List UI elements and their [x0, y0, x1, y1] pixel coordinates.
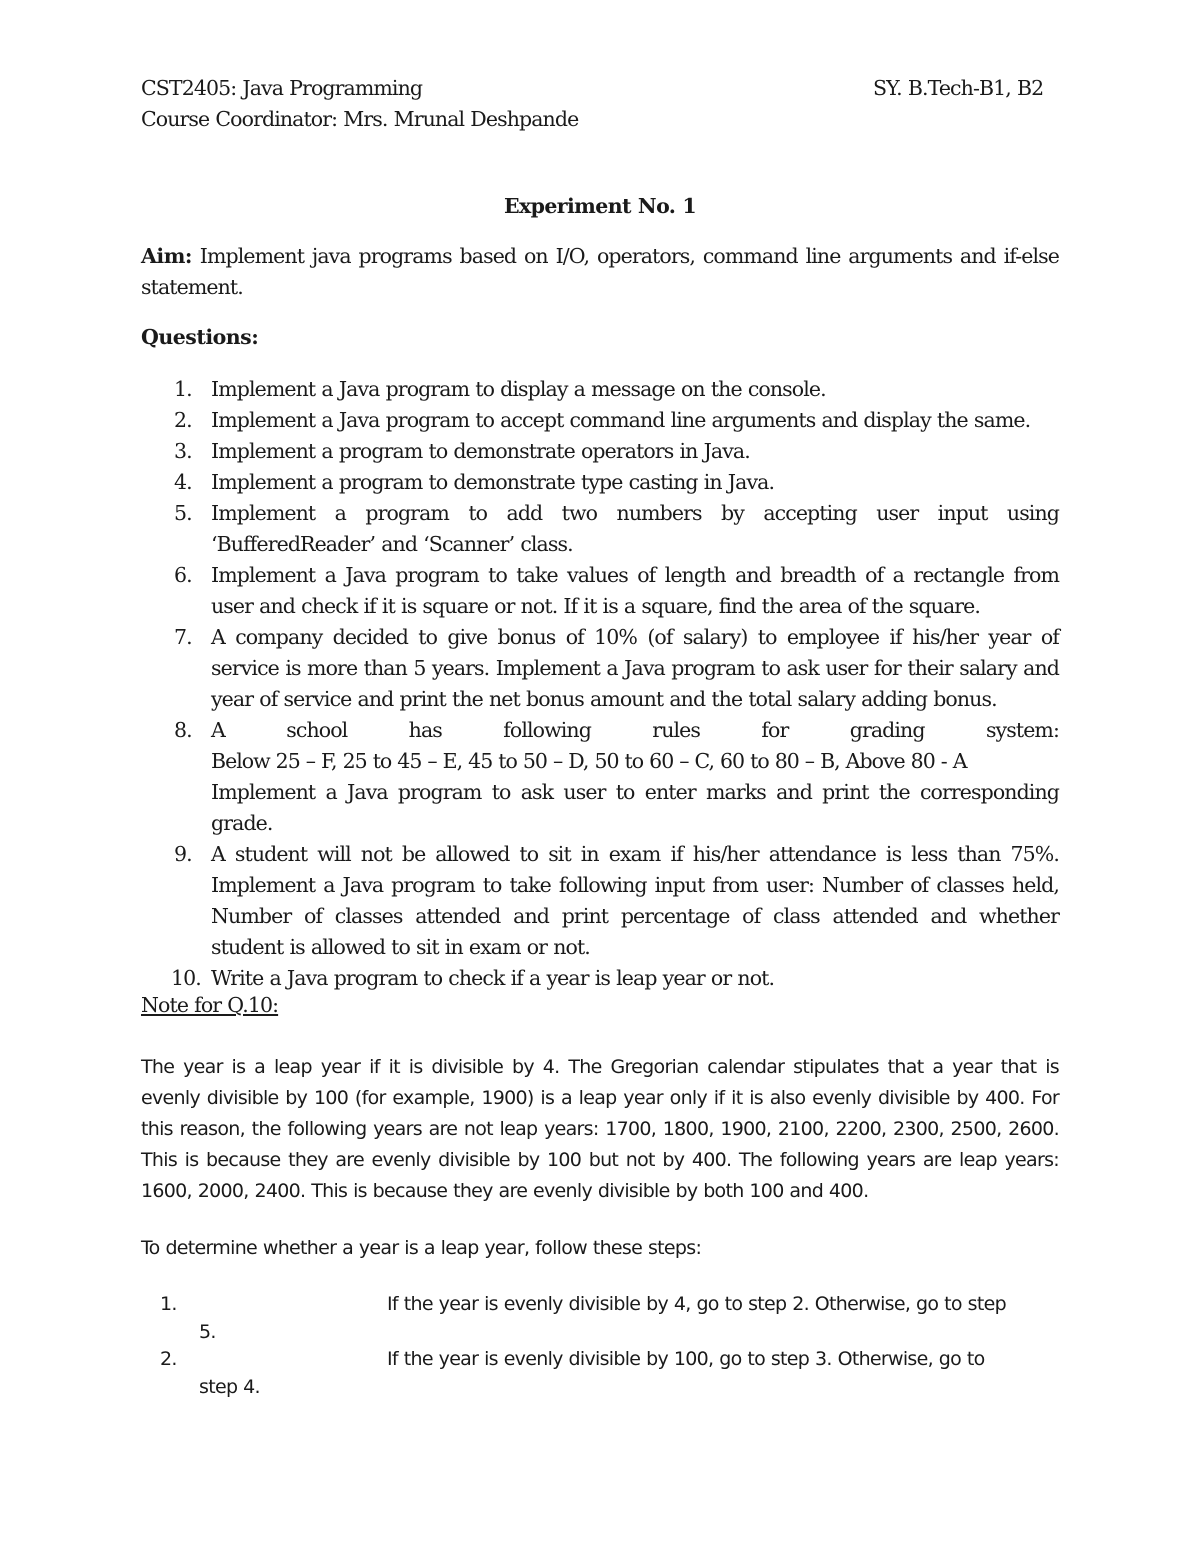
- rule-word: has: [408, 718, 442, 742]
- step-text-continued: 5.: [199, 1321, 216, 1343]
- question-text: Implement a program to demonstrate type casting in Java.: [211, 470, 775, 494]
- rule-word: rules: [652, 718, 701, 742]
- question-number: 6.: [174, 563, 192, 587]
- rule-word: grading: [849, 718, 925, 742]
- question-number: 4.: [174, 470, 192, 494]
- experiment-title: Experiment No. 1: [503, 194, 697, 218]
- question-number: 9.: [174, 842, 192, 866]
- rule-word: following: [503, 718, 591, 742]
- question-item: [141, 839, 1059, 963]
- grading-scale: Below 25 – F, 25 to 45 – E, 45 to 50 – D, 50 to 60 – C, 60 to 80 – B, Above 80 - A: [211, 749, 967, 773]
- header-left: [141, 73, 578, 135]
- course-coordinator: Course Coordinator: Mrs. Mrunal Deshpande: [141, 107, 579, 131]
- question-item: [141, 560, 1059, 622]
- question-item: [141, 436, 1059, 467]
- question-text: Implement a Java program to display a message on the console.: [211, 377, 826, 401]
- question-item: [141, 405, 1059, 436]
- questions-heading: Questions:: [141, 325, 259, 349]
- class-label: SY. B.Tech-B1, B2: [873, 76, 1044, 100]
- grading-rule-line: [211, 715, 1059, 746]
- course-title: CST2405: Java Programming: [141, 76, 423, 100]
- question-text: Implement a Java program to accept command line arguments and display the same.: [211, 408, 1031, 432]
- question-text: Implement a Java program to take values of length and breadth of a rectangle from user and check if it is square or not. If it is a square, find the area of the square.: [211, 563, 1059, 618]
- step-number: 1.: [160, 1293, 177, 1315]
- question-item: [141, 963, 1059, 994]
- question-text: Write a Java program to check if a year is leap year or not.: [211, 966, 775, 990]
- question-number: 2.: [174, 408, 192, 432]
- question-number: 5.: [174, 501, 192, 525]
- question-text: Implement a Java program to ask user to enter marks and print the corresponding grade.: [211, 780, 1059, 835]
- rule-word: A: [211, 718, 225, 742]
- question-item: [141, 622, 1059, 715]
- question-text: A student will not be allowed to sit in exam if his/her attendance is less than 75%. Implement a Java program to take following input from user: Number of classes held, Number of classes attended and print percentage of class attended and whether student is allowed to sit in exam or not.: [211, 842, 1059, 959]
- aim-text: Implement java programs based on I/O, operators, command line arguments and if-else statement.: [141, 244, 1059, 299]
- step-text: If the year is evenly divisible by 100, go to step 3. Otherwise, go to: [387, 1348, 985, 1370]
- question-item: [141, 374, 1059, 405]
- step-number: 2.: [160, 1348, 177, 1370]
- question-number: 3.: [174, 439, 192, 463]
- aim-paragraph: [141, 241, 1059, 303]
- leap-year-paragraph: The year is a leap year if it is divisible by 4. The Gregorian calendar stipulates that a year that is evenly divisible by 100 (for example, 1900) is a leap year only if it is also evenly divisible by 400. For this reason, the following years are not leap years: 1700, 1800, 1900, 2100, 2200, 2300, 2500, 2600. This is because they are evenly divisible by 100 but not by 400. The following years are leap years: 1600, 2000, 2400. This is because they are evenly divisible by both 100 and 400.: [141, 1056, 1059, 1202]
- question-number: 7.: [174, 625, 192, 649]
- questions-list: [141, 374, 1059, 994]
- question-item: [141, 715, 1059, 839]
- question-item: [141, 467, 1059, 498]
- rule-word: system:: [985, 718, 1059, 742]
- rule-word: school: [286, 718, 348, 742]
- step-text-continued: step 4.: [199, 1376, 260, 1398]
- note-title: Note for Q.10:: [141, 993, 279, 1017]
- rule-word: for: [761, 718, 789, 742]
- steps-intro: To determine whether a year is a leap year, follow these steps:: [141, 1237, 702, 1259]
- question-number: 8.: [174, 718, 192, 742]
- step-text: If the year is evenly divisible by 4, go to step 2. Otherwise, go to step: [387, 1293, 1006, 1315]
- question-number: 10.: [171, 966, 201, 990]
- question-text: Implement a program to demonstrate operators in Java.: [211, 439, 750, 463]
- question-text: Implement a program to add two numbers by accepting user input using ‘BufferedReader’ and ‘Scanner’ class.: [211, 501, 1059, 556]
- question-number: 1.: [174, 377, 192, 401]
- question-item: [141, 498, 1059, 560]
- question-text: A company decided to give bonus of 10% (of salary) to employee if his/her year of service is more than 5 years. Implement a Java program to ask user for their salary and year of service and print the net bonus amount and the total salary adding bonus.: [211, 625, 1059, 711]
- aim-label: Aim:: [141, 244, 192, 268]
